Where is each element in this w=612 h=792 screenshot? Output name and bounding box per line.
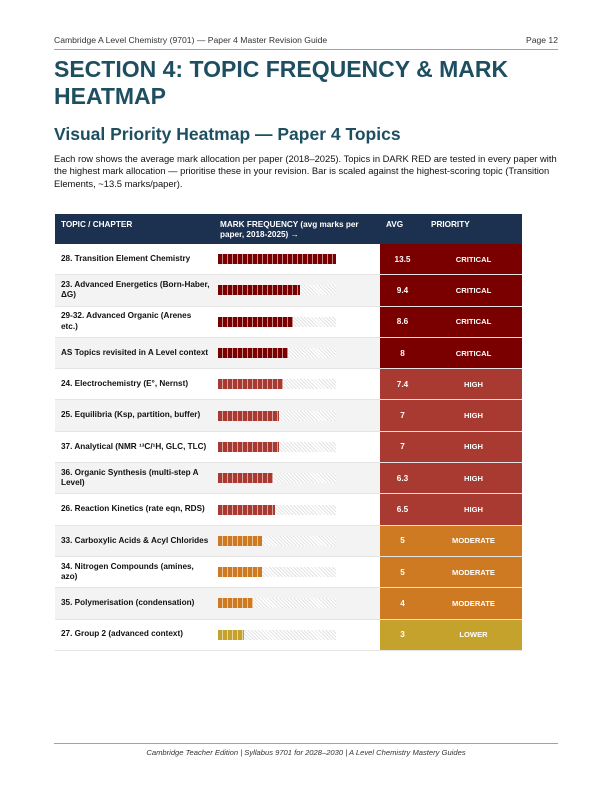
- priority-badge: CRITICAL: [425, 306, 522, 337]
- priority-badge: CRITICAL: [425, 244, 522, 275]
- topic-label: 26. Reaction Kinetics (rate eqn, RDS): [61, 504, 205, 514]
- table-row: [55, 244, 522, 275]
- topic-cell: [55, 337, 214, 368]
- table-row: [55, 400, 522, 431]
- running-header: [54, 35, 558, 50]
- frequency-bar-cell: [214, 306, 380, 337]
- table-row: [55, 463, 522, 494]
- table-row: [55, 275, 522, 306]
- frequency-bar: [218, 567, 262, 577]
- avg-value: 8: [380, 337, 425, 368]
- avg-value: 6.5: [380, 494, 425, 525]
- topic-label: AS Topics revisited in A Level context: [61, 347, 209, 357]
- frequency-bar-track: [218, 567, 336, 577]
- avg-value: 8.6: [380, 306, 425, 337]
- avg-value: 7.4: [380, 369, 425, 400]
- topic-cell: [55, 275, 214, 306]
- topic-label: 27. Group 2 (advanced context): [61, 629, 183, 639]
- topic-cell: [55, 306, 214, 337]
- priority-badge: HIGH: [425, 494, 522, 525]
- topic-cell: [55, 400, 214, 431]
- topic-label: 23. Advanced Energetics (Born-Haber, ΔG): [61, 279, 210, 300]
- frequency-bar-track: [218, 473, 336, 483]
- table-row: [55, 306, 522, 337]
- frequency-bar-track: [218, 254, 336, 264]
- frequency-bar-cell: [214, 619, 380, 650]
- priority-badge: CRITICAL: [425, 275, 522, 306]
- page-number: Page 12: [525, 35, 558, 45]
- avg-value: 13.5: [380, 244, 425, 275]
- avg-value: 5: [380, 556, 425, 587]
- frequency-bar-track: [218, 536, 336, 546]
- frequency-bar: [218, 598, 253, 608]
- frequency-bar-track: [218, 505, 336, 515]
- priority-badge: HIGH: [425, 463, 522, 494]
- frequency-bar-track: [218, 285, 336, 295]
- frequency-bar-cell: [214, 556, 380, 587]
- avg-value: 5: [380, 525, 425, 556]
- topic-cell: [55, 369, 214, 400]
- frequency-bar-cell: [214, 463, 380, 494]
- frequency-bar: [218, 317, 293, 327]
- frequency-bar: [218, 254, 336, 264]
- topic-label: 36. Organic Synthesis (multi-step A Level): [61, 467, 199, 488]
- frequency-bar-cell: [214, 400, 380, 431]
- priority-badge: HIGH: [425, 369, 522, 400]
- topic-column-header: TOPIC / CHAPTER: [55, 214, 214, 244]
- table-row: [55, 556, 522, 587]
- frequency-bar: [218, 630, 244, 640]
- avg-value: 7: [380, 431, 425, 462]
- frequency-bar-cell: [214, 369, 380, 400]
- frequency-bar-track: [218, 348, 336, 358]
- topic-cell: [55, 588, 214, 619]
- priority-badge: MODERATE: [425, 556, 522, 587]
- topic-heatmap-table: [55, 214, 522, 651]
- topic-label: 28. Transition Element Chemistry: [61, 253, 191, 263]
- topic-label: 34. Nitrogen Compounds (amines, azo): [61, 561, 194, 582]
- topic-cell: [55, 525, 214, 556]
- priority-column-header: PRIORITY: [425, 214, 522, 244]
- priority-badge: HIGH: [425, 400, 522, 431]
- table-body: [55, 244, 522, 650]
- topic-cell: [55, 244, 214, 275]
- frequency-bar-track: [218, 598, 336, 608]
- section-title: SECTION 4: TOPIC FREQUENCY & MARK HEATMAP: [54, 56, 509, 109]
- frequency-bar-cell: [214, 244, 380, 275]
- topic-label: 25. Equilibria (Ksp, partition, buffer): [61, 410, 201, 420]
- table-row: [55, 525, 522, 556]
- topic-label: 29-32. Advanced Organic (Arenes etc.): [61, 311, 192, 331]
- table-header-row: [55, 214, 522, 244]
- frequency-bar-cell: [214, 337, 380, 368]
- frequency-bar: [218, 442, 279, 452]
- topic-label: 37. Analytical (NMR ¹³C/¹H, GLC, TLC): [61, 441, 207, 451]
- topic-cell: [55, 619, 214, 650]
- avg-value: 3: [380, 619, 425, 650]
- frequency-bar-cell: [214, 588, 380, 619]
- frequency-bar-cell: [214, 275, 380, 306]
- avg-value: 9.4: [380, 275, 425, 306]
- intro-paragraph: Each row shows the average mark allocation per paper (2018–2025). Topics in DARK RED are tested in every paper with the highest mark allocation — prioritise these in your revision. Bar is scaled against the highest-scoring topic (Transition Elements, ~13.5 marks/paper).: [54, 153, 557, 189]
- priority-badge: MODERATE: [425, 588, 522, 619]
- avg-value: 4: [380, 588, 425, 619]
- topic-cell: [55, 556, 214, 587]
- topic-label: 35. Polymerisation (condensation): [61, 598, 195, 608]
- frequency-bar-track: [218, 411, 336, 421]
- frequency-bar-track: [218, 317, 336, 327]
- priority-badge: LOWER: [425, 619, 522, 650]
- table-row: [55, 619, 522, 650]
- frequency-bar: [218, 285, 300, 295]
- table-row: [55, 431, 522, 462]
- page-footer: Cambridge Teacher Edition | Syllabus 9701 for 2028–2030 | A Level Chemistry Mastery Guides: [146, 748, 466, 757]
- topic-cell: [55, 494, 214, 525]
- frequency-column-header: MARK FREQUENCY (avg marks per paper, 2018-2025) →: [214, 214, 380, 244]
- guide-title: Cambridge A Level Chemistry (9701) — Paper 4 Master Revision Guide: [54, 35, 328, 45]
- frequency-bar-cell: [214, 525, 380, 556]
- frequency-bar-track: [218, 630, 336, 640]
- avg-value: 7: [380, 400, 425, 431]
- frequency-bar: [218, 379, 283, 389]
- frequency-bar: [218, 473, 273, 483]
- topic-cell: [55, 463, 214, 494]
- topic-label: 24. Electrochemistry (E°, Nernst): [61, 379, 189, 389]
- avg-column-header: AVG: [380, 214, 425, 244]
- avg-value: 6.3: [380, 463, 425, 494]
- heatmap-subtitle: Visual Priority Heatmap — Paper 4 Topics: [54, 124, 401, 144]
- frequency-bar-cell: [214, 494, 380, 525]
- table-row: [55, 494, 522, 525]
- priority-badge: HIGH: [425, 431, 522, 462]
- frequency-bar: [218, 505, 275, 515]
- frequency-bar-track: [218, 442, 336, 452]
- frequency-bar-cell: [214, 431, 380, 462]
- priority-badge: MODERATE: [425, 525, 522, 556]
- frequency-bar: [218, 348, 288, 358]
- topic-cell: [55, 431, 214, 462]
- frequency-bar: [218, 411, 279, 421]
- topic-label: 33. Carboxylic Acids & Acyl Chlorides: [61, 535, 209, 545]
- footer-divider: [54, 743, 558, 744]
- table-row: [55, 369, 522, 400]
- frequency-bar: [218, 536, 262, 546]
- table-row: [55, 337, 522, 368]
- priority-badge: CRITICAL: [425, 337, 522, 368]
- table-row: [55, 588, 522, 619]
- frequency-bar-track: [218, 379, 336, 389]
